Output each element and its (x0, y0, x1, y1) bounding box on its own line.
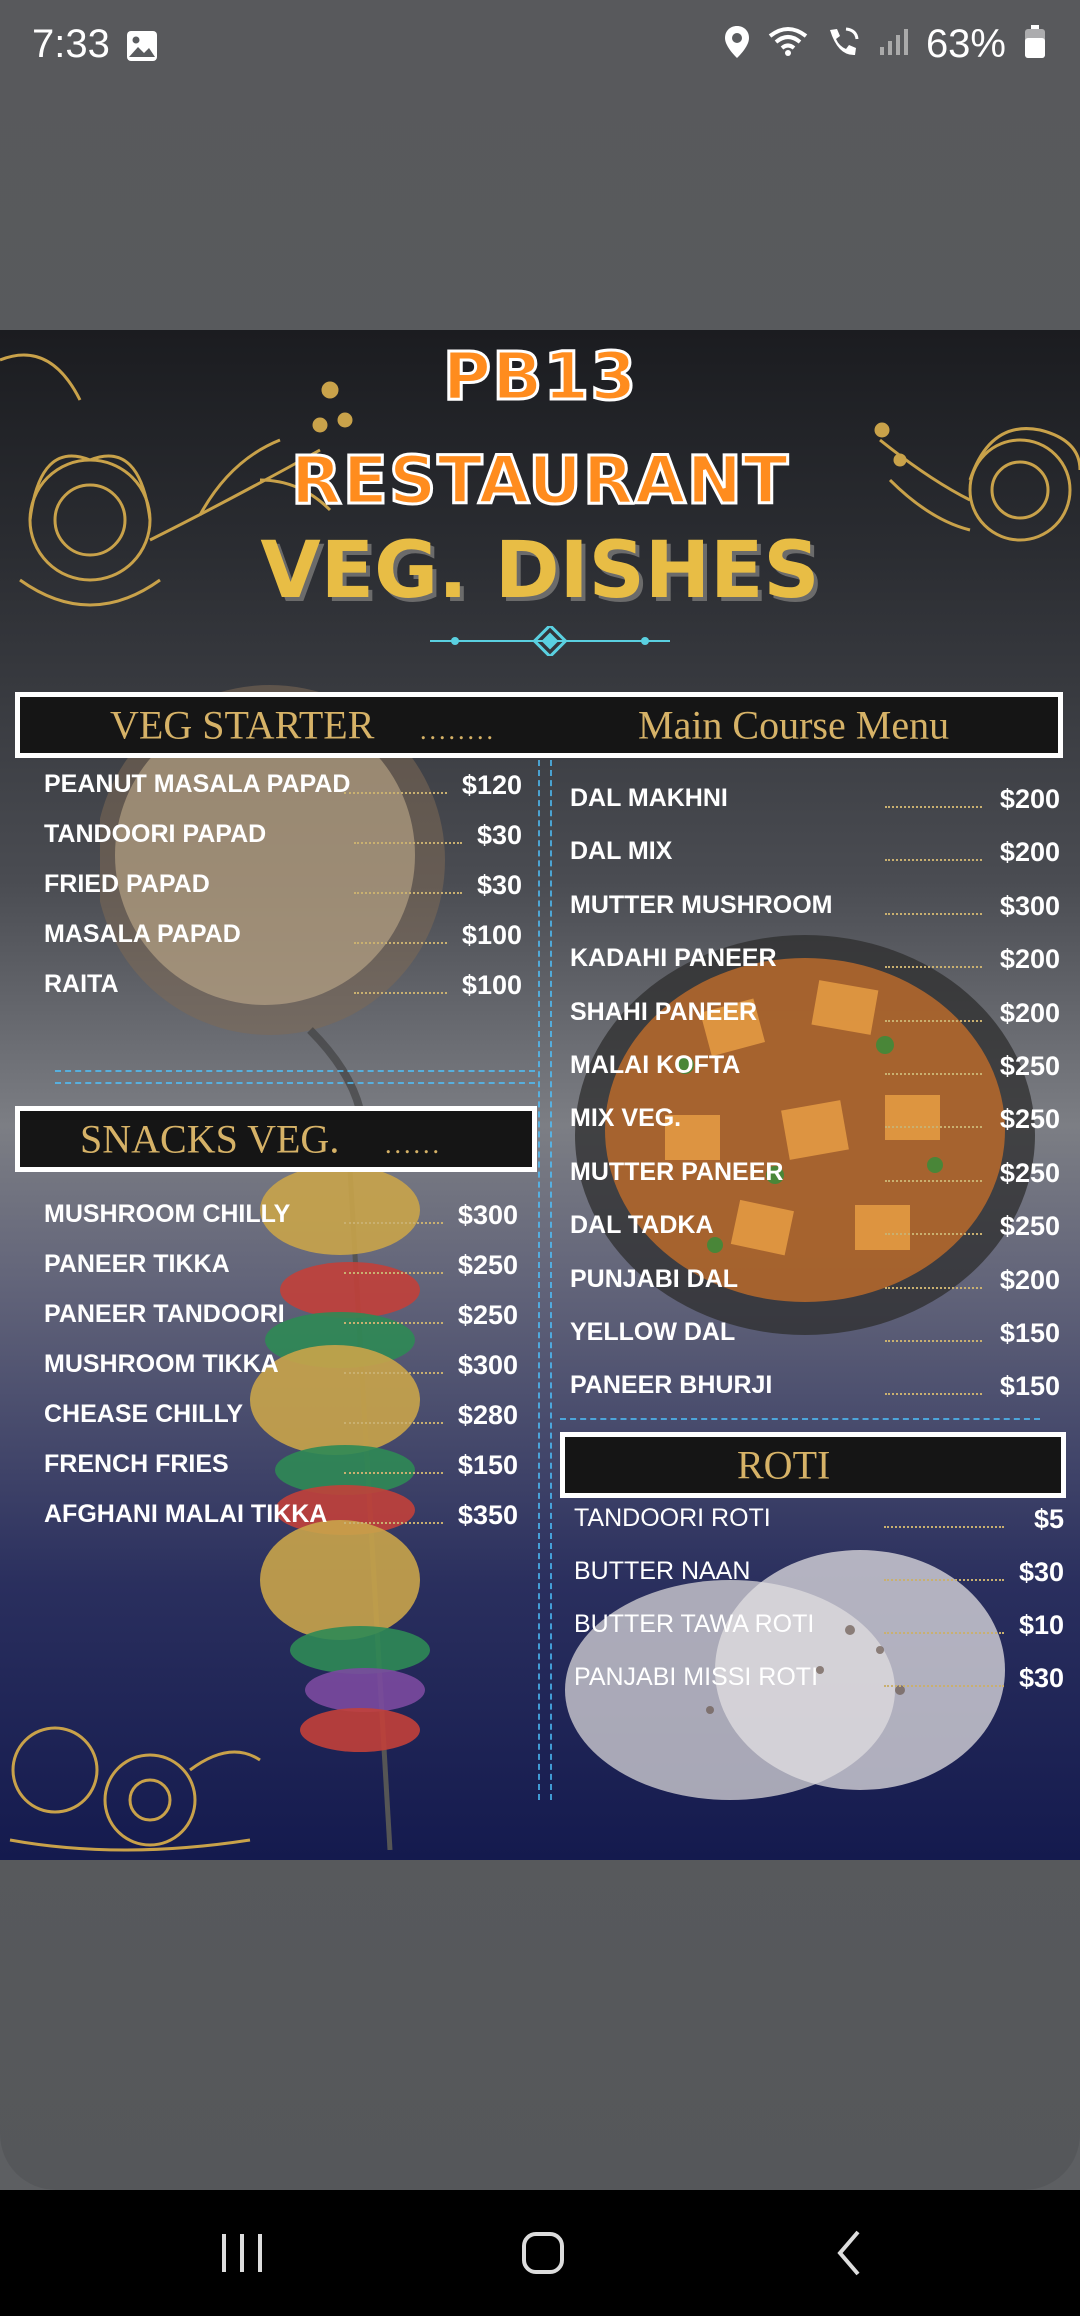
list-item: PANEER BHURJI $150 (570, 1371, 1060, 1402)
divider-line (560, 1418, 1040, 1420)
list-item: PANJABI MISSI ROTI $30 (574, 1663, 1064, 1693)
list-item: CHEASE CHILLY $280 (44, 1400, 518, 1430)
wifi-icon (768, 26, 808, 63)
list-item: FRIED PAPAD $30 (44, 870, 522, 900)
list-item: PANEER TIKKA $250 (44, 1250, 518, 1280)
list-item: MASALA PAPAD $100 (44, 920, 522, 950)
list-item: YELLOW DAL $150 (570, 1317, 1060, 1348)
veg-starter-list (44, 770, 522, 1020)
snacks-veg-title: SNACKS VEG. (80, 1116, 340, 1162)
list-item: BUTTER NAAN $30 (574, 1557, 1064, 1587)
list-item: MIX VEG. $250 (570, 1104, 1060, 1135)
list-item: BUTTER TAWA ROTI $10 (574, 1610, 1064, 1640)
wifi-calling-icon (826, 26, 860, 63)
list-item: KADAHI PANEER $200 (570, 944, 1060, 975)
list-item: SHAHI PANEER $200 (570, 997, 1060, 1028)
roti-header (560, 1432, 1066, 1498)
restaurant-code-title: PB13 (442, 338, 638, 415)
recents-icon (218, 2228, 266, 2278)
snacks-veg-header (15, 1106, 537, 1172)
signal-icon (878, 27, 908, 62)
battery-icon (1024, 25, 1046, 64)
list-item: DAL MAKHNI $200 (570, 784, 1060, 814)
list-item: PEANUT MASALA PAPAD $120 (44, 770, 522, 800)
restaurant-title: RESTAURANT (290, 442, 790, 519)
roti-title: ROTI (737, 1442, 831, 1488)
snacks-veg-dots: ...... (385, 1130, 442, 1159)
status-icons (724, 22, 1046, 67)
list-item: MUTTER MUSHROOM $300 (570, 890, 1060, 921)
list-item: TANDOORI PAPAD $30 (44, 820, 522, 850)
battery-percentage: 63% (925, 22, 1006, 66)
list-item: FRENCH FRIES $150 (44, 1450, 518, 1480)
list-item: DAL TADKA $250 (570, 1211, 1060, 1242)
home-icon (518, 2228, 568, 2278)
divider-line (55, 1082, 535, 1084)
menu-heading: VEG. DISHES (260, 526, 820, 616)
veg-starter-dots: ........ (420, 716, 496, 745)
back-icon (830, 2228, 870, 2278)
menu-image (0, 330, 1080, 1860)
status-bar (0, 0, 1080, 96)
list-item: PUNJABI DAL $200 (570, 1264, 1060, 1295)
list-item: PANEER TANDOORI $250 (44, 1300, 518, 1330)
ornament-divider (425, 626, 675, 656)
list-item: TANDOORI ROTI $5 (574, 1504, 1064, 1534)
list-item: MUTTER PANEER $250 (570, 1157, 1060, 1188)
column-divider (550, 760, 552, 1800)
status-time: 7:33 (32, 22, 110, 66)
section-header-bar (15, 692, 1063, 758)
recents-button[interactable] (218, 2228, 266, 2283)
image-icon (126, 30, 158, 67)
roti-list (574, 1504, 1064, 1716)
main-course-title: Main Course Menu (638, 702, 950, 748)
list-item: MALAI KOFTA $250 (570, 1050, 1060, 1081)
list-item: MUSHROOM TIKKA $300 (44, 1350, 518, 1380)
location-icon (724, 25, 750, 64)
list-item: DAL MIX $200 (570, 837, 1060, 868)
column-divider (538, 760, 540, 1800)
list-item: AFGHANI MALAI TIKKA $350 (44, 1500, 518, 1530)
home-button[interactable] (518, 2228, 568, 2283)
divider-line (55, 1070, 535, 1072)
snacks-veg-list (44, 1200, 518, 1550)
main-course-list (570, 784, 1060, 1425)
back-button[interactable] (830, 2228, 870, 2283)
navigation-bar (0, 2190, 1080, 2316)
list-item: MUSHROOM CHILLY $300 (44, 1200, 518, 1230)
list-item: RAITA $100 (44, 970, 522, 1000)
veg-starter-title: VEG STARTER (110, 702, 375, 748)
